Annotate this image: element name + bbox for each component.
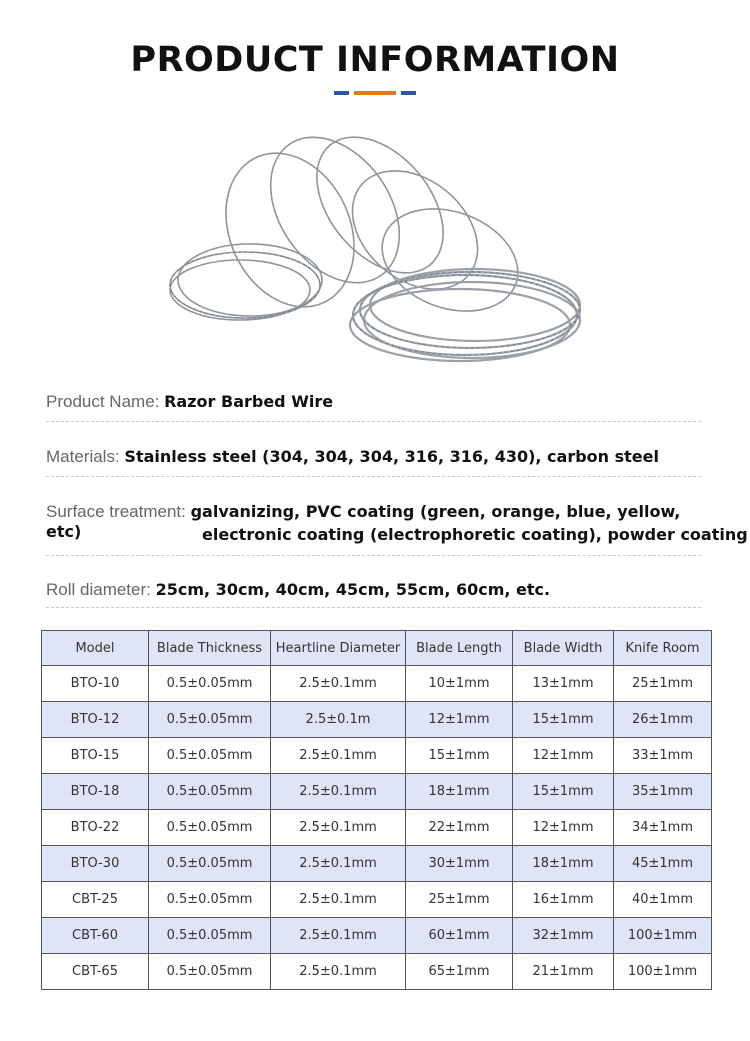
table-cell: 2.5±0.1mm	[271, 882, 406, 918]
table-cell: 21±1mm	[513, 954, 614, 990]
spec-label: Materials:	[46, 447, 125, 466]
table-cell: BTO-18	[42, 774, 149, 810]
table-row	[42, 774, 712, 810]
divider	[46, 607, 701, 608]
table-cell: CBT-65	[42, 954, 149, 990]
table-row	[42, 666, 712, 702]
table-cell: 60±1mm	[406, 918, 513, 954]
table-cell: 26±1mm	[614, 702, 712, 738]
table-cell: 0.5±0.05mm	[149, 738, 271, 774]
col-header-blade-thickness: Blade Thickness	[149, 631, 271, 666]
spec-product-name	[46, 392, 706, 412]
table-cell: 22±1mm	[406, 810, 513, 846]
table-cell: 15±1mm	[513, 774, 614, 810]
table-cell: 2.5±0.1mm	[271, 666, 406, 702]
spec-label: Surface treatment:	[46, 502, 191, 521]
table-row	[42, 702, 712, 738]
spec-roll-diameter	[46, 580, 706, 600]
table-cell: 18±1mm	[513, 846, 614, 882]
spec-value-continued: electronic coating (electrophoretic coating), powder coating	[202, 525, 748, 544]
title-accent-left	[334, 91, 349, 95]
table-cell: 100±1mm	[614, 918, 712, 954]
table-cell: BTO-15	[42, 738, 149, 774]
table-cell: 0.5±0.05mm	[149, 774, 271, 810]
table-cell: 25±1mm	[406, 882, 513, 918]
table-cell: 0.5±0.05mm	[149, 882, 271, 918]
table-cell: BTO-10	[42, 666, 149, 702]
page-title: PRODUCT INFORMATION	[130, 40, 620, 80]
table-row	[42, 846, 712, 882]
table-cell: 0.5±0.05mm	[149, 954, 271, 990]
table-cell: 15±1mm	[513, 702, 614, 738]
table-cell: 2.5±0.1mm	[271, 954, 406, 990]
table-cell: 2.5±0.1mm	[271, 846, 406, 882]
table-cell: 15±1mm	[406, 738, 513, 774]
table-row	[42, 954, 712, 990]
table-cell: BTO-12	[42, 702, 149, 738]
table-cell: BTO-30	[42, 846, 149, 882]
table-cell: 16±1mm	[513, 882, 614, 918]
col-header-heartline-diameter: Heartline Diameter	[271, 631, 406, 666]
col-header-model: Model	[42, 631, 149, 666]
table-row	[42, 810, 712, 846]
table-cell: 32±1mm	[513, 918, 614, 954]
table-row	[42, 882, 712, 918]
divider	[46, 421, 701, 422]
spec-label: Roll diameter:	[46, 580, 156, 599]
table-cell: 12±1mm	[406, 702, 513, 738]
table-cell: 0.5±0.05mm	[149, 702, 271, 738]
title-accent-center	[354, 91, 396, 95]
title-accent-right	[401, 91, 416, 95]
table-cell: 10±1mm	[406, 666, 513, 702]
divider	[46, 555, 701, 556]
table-cell: CBT-60	[42, 918, 149, 954]
table-cell: 18±1mm	[406, 774, 513, 810]
table-cell: 12±1mm	[513, 810, 614, 846]
spec-table	[41, 630, 712, 990]
divider	[46, 476, 701, 477]
table-cell: 35±1mm	[614, 774, 712, 810]
table-cell: 65±1mm	[406, 954, 513, 990]
spec-value: Razor Barbed Wire	[164, 392, 334, 411]
table-cell: 100±1mm	[614, 954, 712, 990]
table-header-row	[42, 631, 712, 666]
col-header-blade-width: Blade Width	[513, 631, 614, 666]
table-cell: 2.5±0.1mm	[271, 810, 406, 846]
spec-materials	[46, 447, 706, 467]
spec-value: 25cm, 30cm, 40cm, 45cm, 55cm, 60cm, etc.	[155, 580, 551, 599]
spec-label: Product Name:	[46, 392, 165, 411]
table-cell: 0.5±0.05mm	[149, 918, 271, 954]
table-cell: 34±1mm	[614, 810, 712, 846]
spec-value: Stainless steel (304, 304, 304, 316, 316, 430), carbon steel	[124, 447, 659, 466]
table-cell: 2.5±0.1mm	[271, 738, 406, 774]
table-cell: 45±1mm	[614, 846, 712, 882]
table-cell: 13±1mm	[513, 666, 614, 702]
table-cell: 30±1mm	[406, 846, 513, 882]
table-cell: 2.5±0.1mm	[271, 918, 406, 954]
table-cell: 33±1mm	[614, 738, 712, 774]
col-header-knife-room: Knife Room	[614, 631, 712, 666]
table-cell: BTO-22	[42, 810, 149, 846]
table-row	[42, 918, 712, 954]
table-row	[42, 738, 712, 774]
table-cell: 2.5±0.1mm	[271, 774, 406, 810]
table-cell: 0.5±0.05mm	[149, 846, 271, 882]
table-cell: 25±1mm	[614, 666, 712, 702]
table-cell: 0.5±0.05mm	[149, 666, 271, 702]
table-cell: CBT-25	[42, 882, 149, 918]
col-header-blade-length: Blade Length	[406, 631, 513, 666]
table-cell: 40±1mm	[614, 882, 712, 918]
table-cell: 2.5±0.1m	[271, 702, 406, 738]
table-cell: 12±1mm	[513, 738, 614, 774]
spec-value: galvanizing, PVC coating (green, orange, blue, yellow, etc)	[46, 502, 681, 541]
table-cell: 0.5±0.05mm	[149, 810, 271, 846]
razor-wire-coil-icon	[160, 120, 590, 370]
